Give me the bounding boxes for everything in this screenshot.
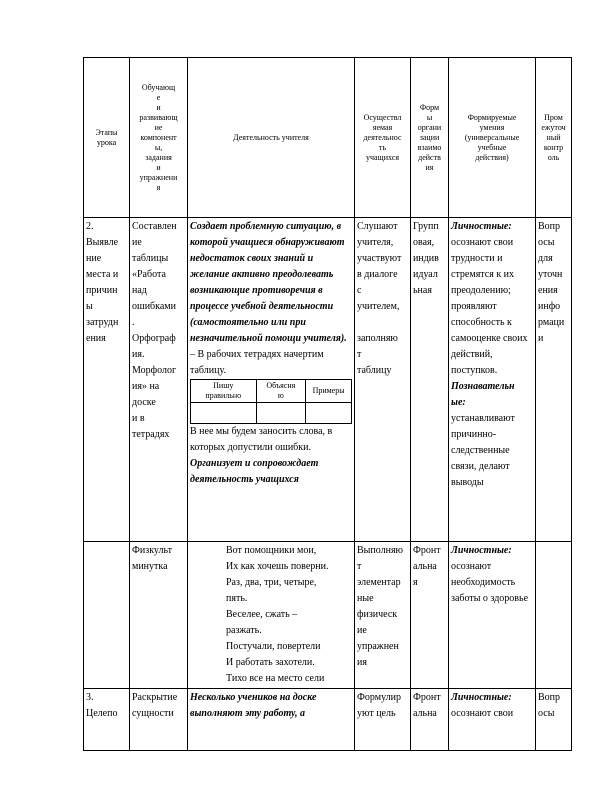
control-cell: Вопр осы для уточн ения инфо рмаци и	[536, 218, 572, 542]
skills-text-cognitive: устанавливают причинно-следственные связи, делают выводы	[451, 413, 515, 488]
error-table	[190, 379, 352, 424]
skills-text-personal: осознают необходимость заботы о здоровье	[451, 561, 529, 604]
skills-label-personal: Личностные:	[451, 545, 512, 556]
header-row	[84, 58, 572, 218]
stage-cell	[84, 542, 130, 689]
teacher-organize-text: Организует и сопровождает деятельность учащихся	[190, 458, 319, 485]
teacher-cell	[188, 218, 355, 542]
header-forms: Форм ы органи зации взаимо действ ия	[411, 58, 449, 218]
teacher-cell	[188, 542, 355, 689]
skills-cell	[449, 689, 536, 751]
header-materials: Обучающ е и развивающ ие компонент ы, задания и упражнени я	[130, 58, 188, 218]
skills-cell	[449, 218, 536, 542]
materials-cell: Раскрытие сущности	[130, 689, 188, 751]
student-cell: Формулир уют цель	[355, 689, 411, 751]
skills-text-personal: осознают свои трудности и стремятся к их преодолению; проявляют способность к самооценке своих действий, поступков.	[451, 237, 528, 376]
header-student: Осуществл яемая деятельнос ть учащихся	[355, 58, 411, 218]
header-teacher: Деятельность учителя	[188, 58, 355, 218]
teacher-task-text: – В рабочих тетрадях начертим таблицу.	[190, 349, 324, 376]
table-row	[84, 218, 572, 542]
teacher-activity-text: Создает проблемную ситуацию, в которой учащиеся обнаруживают недостаток своих знаний и желание активно преодолевать возникающие противоречия в процессе учебной деятельности (самостоятельно или при незначительной помощи учителя).	[190, 221, 347, 344]
skills-label-cognitive: Познавательн ые:	[451, 381, 515, 408]
exercise-poem: Вот помощники мои, Их как хочешь поверни. Раз, два, три, четыре, пять. Веселее, сжать – разжать. Постучали, повертели И работать захотели. Тихо все на место сели	[226, 545, 329, 684]
control-cell: Вопр осы	[536, 689, 572, 751]
forms-cell: Фронт альна	[411, 689, 449, 751]
lesson-plan-table	[83, 57, 572, 751]
header-control: Пром ежуточ ный контр оль	[536, 58, 572, 218]
student-cell: Выполняю т элементар ные физическ ие упражнен ия	[355, 542, 411, 689]
skills-text-personal: осознают свои	[451, 708, 514, 719]
materials-cell: Составлен ие таблицы «Работа над ошибками . Орфограф ия. Морфолог ия» на доске и в тетрадях	[130, 218, 188, 542]
materials-cell: Физкульт минутка	[130, 542, 188, 689]
forms-cell: Групп овая, индив идуал ьная	[411, 218, 449, 542]
teacher-after-text: В нее мы будем заносить слова, в которых допустили ошибки.	[190, 426, 333, 453]
teacher-cell: Несколько учеников на доске выполняют эту работу, а	[188, 689, 355, 751]
skills-label-personal: Личностные:	[451, 692, 512, 703]
student-text-b: заполняю т таблицу	[357, 333, 398, 376]
inner-header-correct: Пишу правильно	[191, 380, 257, 403]
stage-cell: 2. Выявле ние места и причин ы затрудн ения	[84, 218, 130, 542]
inner-header-examples: Примеры	[306, 380, 352, 403]
header-stage: Этапы урока	[84, 58, 130, 218]
skills-label-personal: Личностные:	[451, 221, 512, 232]
stage-cell: 3. Целепо	[84, 689, 130, 751]
header-skills: Формируемые умения (универсальные учебные действия)	[449, 58, 536, 218]
control-cell	[536, 542, 572, 689]
table-row	[84, 689, 572, 751]
student-cell	[355, 218, 411, 542]
skills-cell	[449, 542, 536, 689]
inner-header-explain: Объясня ю	[256, 380, 306, 403]
forms-cell: Фронт альна я	[411, 542, 449, 689]
table-row	[84, 542, 572, 689]
student-text-a: Слушают учителя, участвуют в диалоге с учителем,	[357, 221, 402, 312]
